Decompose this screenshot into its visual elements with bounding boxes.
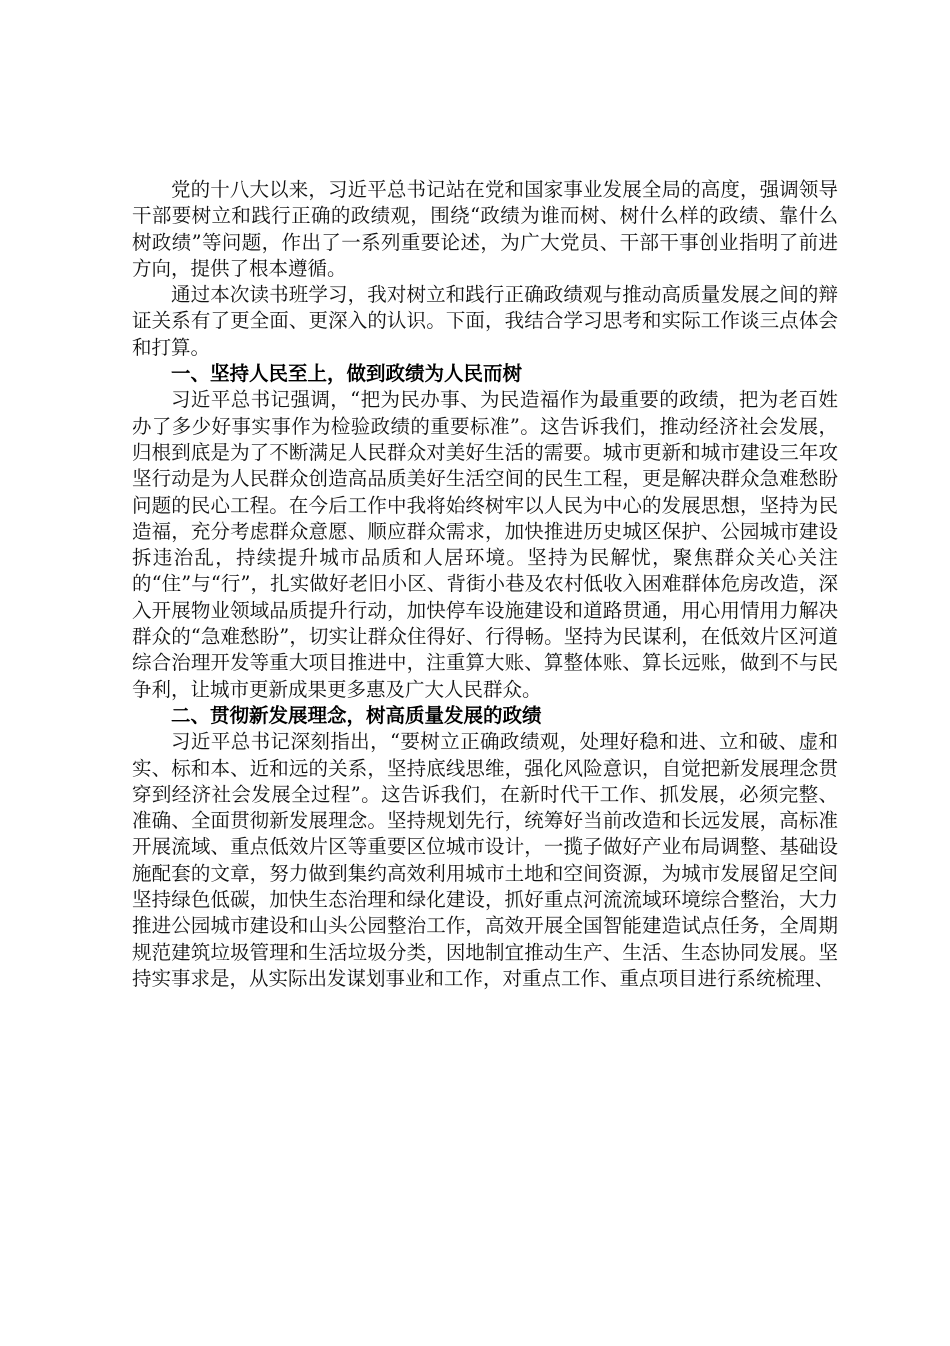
section-1-heading: 一、坚持人民至上，做到政绩为人民而树: [171, 362, 523, 386]
document-body: [132, 177, 838, 992]
intro-paragraph-2: 通过本次读书班学习，我对树立和践行正确政绩观与推动高质量发展之间的辩证关系有了更全面、更深入的认识。下面，我结合学习思考和实际工作谈三点体会和打算。: [132, 283, 838, 359]
section-2-body: 习近平总书记深刻指出，“要树立正确政绩观，处理好稳和进、立和破、虚和实、标和本、近和远的关系，坚持底线思维，强化风险意识，自觉把新发展理念贯穿到经济社会发展全过程”。这告诉我们，在新时代干工作、抓发展，必须完整、准确、全面贯彻新发展理念。坚持规划先行，统筹好当前改造和长远发展，高标准开展流域、重点低效片区等重要区位城市设计，一揽子做好产业布局调整、基础设施配套的文章，努力做到集约高效利用城市土地和空间资源，为城市发展留足空间坚持绿色低碳，加快生态治理和绿化建设，抓好重点河流流域环境综合整治，大力推进公园城市建设和山头公园整治工作，高效开展全国智能建造试点任务，全周期规范建筑垃圾管理和生活垃圾分类，因地制宜推动生产、生活、生态协同发展。坚持实事求是，从实际出发谋划事业和工作，对重点工作、重点项目进行系统梳理、: [132, 730, 838, 990]
section-1-body: 习近平总书记强调，“把为民办事、为民造福作为最重要的政绩，把为老百姓办了多少好事实事作为检验政绩的重要标准”。这告诉我们，推动经济社会发展，归根到底是为了不断满足人民群众对美好生活的需要。城市更新和城市建设三年攻坚行动是为人民群众创造高品质美好生活空间的民生工程，更是解决群众急难愁盼问题的民心工程。在今后工作中我将始终树牢以人民为中心的发展思想，坚持为民造福，充分考虑群众意愿、顺应群众需求，加快推进历史城区保护、公园城市建设拆违治乱，持续提升城市品质和人居环境。坚持为民解忧，聚焦群众关心关注的“住”与“行”，扎实做好老旧小区、背街小巷及农村低收入困难群体危房改造，深入开展物业领域品质提升行动，加快停车设施建设和道路贯通，用心用情用力解决群众的“急难愁盼”，切实让群众住得好、行得畅。坚持为民谋利，在低效片区河道综合治理开发等重大项目推进中，注重算大账、算整体账、算长远账，做到不与民争利，让城市更新成果更多惠及广大人民群众。: [132, 388, 838, 701]
section-2-heading: 二、贯彻新发展理念，树高质量发展的政绩: [171, 703, 542, 727]
intro-paragraph-1: 党的十八大以来，习近平总书记站在党和国家事业发展全局的高度，强调领导干部要树立和践行正确的政绩观，围绕“政绩为谁而树、树什么样的政绩、靠什么树政绩”等问题，作出了一系列重要论述，为广大党员、干部干事创业指明了前进方向，提供了根本遵循。: [132, 178, 838, 280]
